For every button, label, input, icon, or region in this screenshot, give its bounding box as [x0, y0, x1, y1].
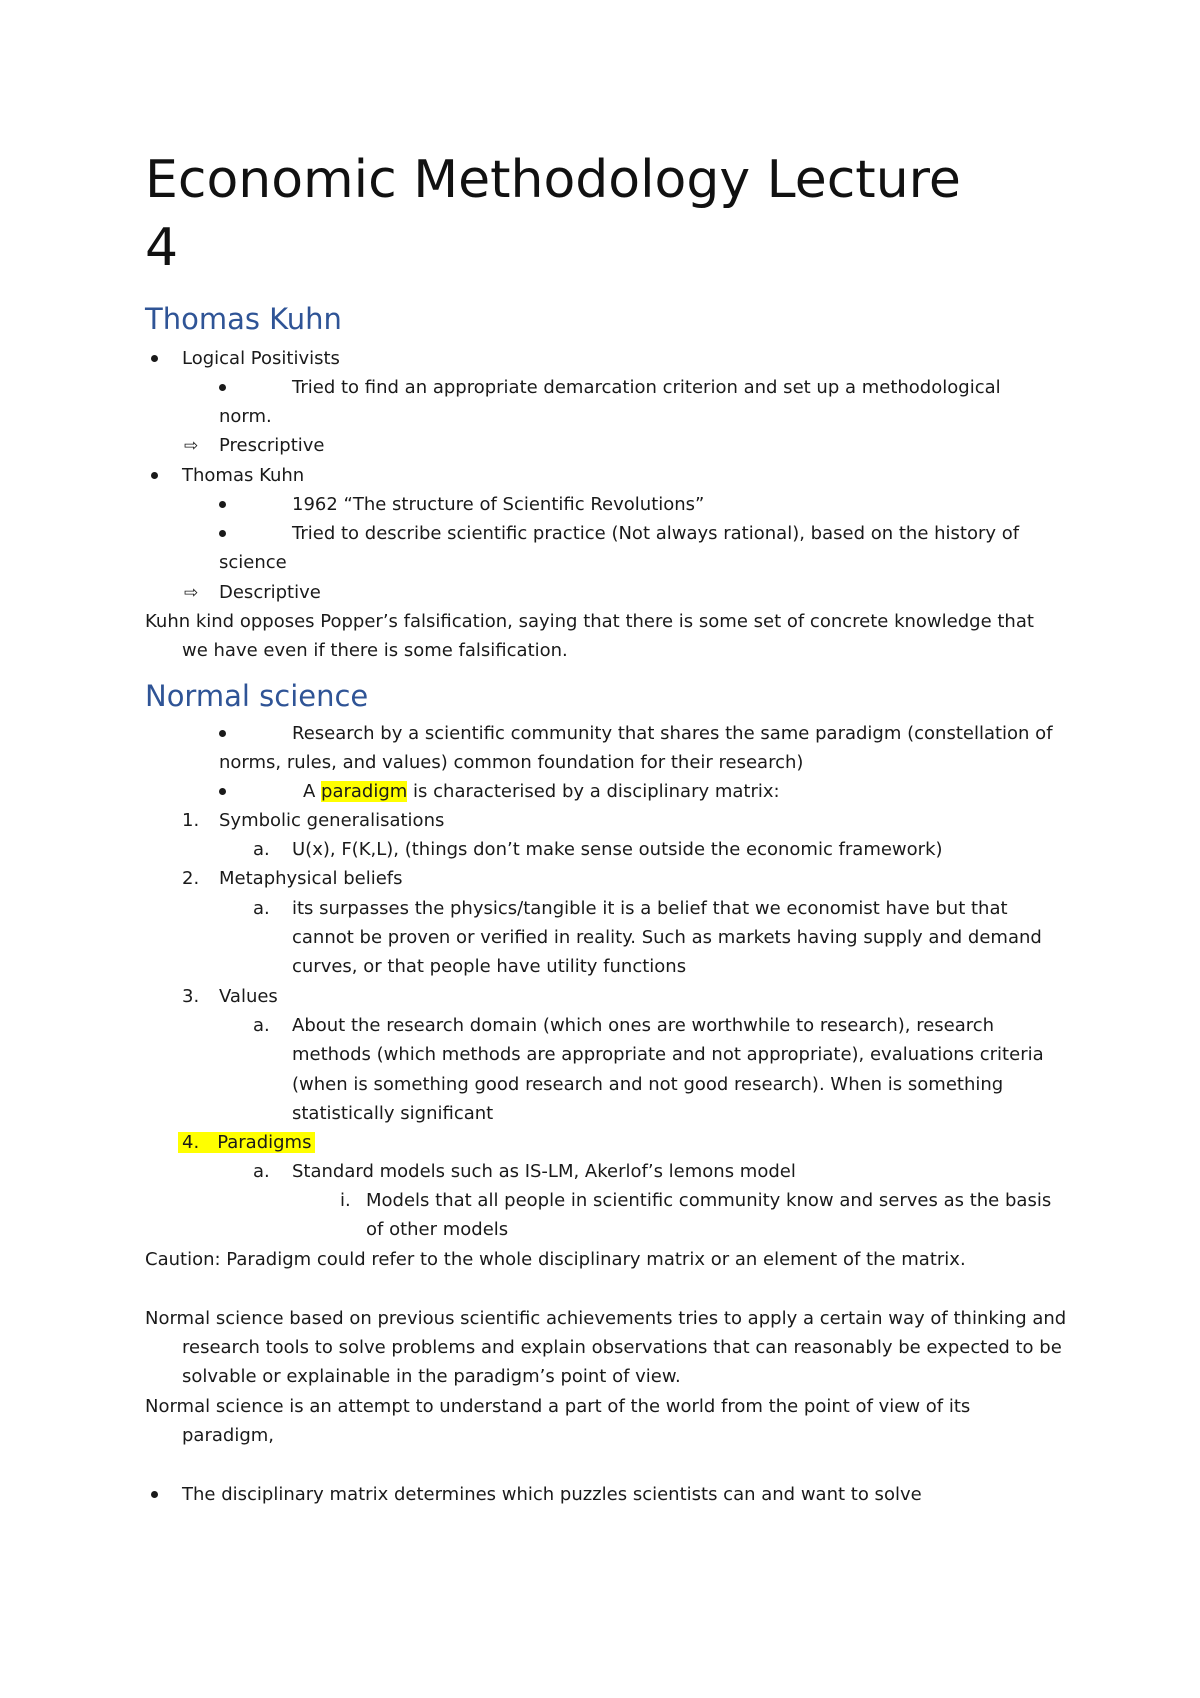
list-item-values-a-cont3: statistically significant — [292, 1103, 494, 1124]
bullet-icon — [219, 384, 226, 391]
list-number: 3. — [182, 986, 200, 1007]
list-item-paradigms-a-i: Models that all people in scientific community know and serves as the basis — [366, 1190, 1052, 1211]
paragraph-normal-science-1-cont1: research tools to solve problems and explain observations that can reasonably be expected to be — [182, 1337, 1062, 1358]
list-item-paradigms-a-i-cont: of other models — [366, 1219, 509, 1240]
paradigm-def-pre: A — [303, 781, 322, 802]
list-roman: i. — [340, 1190, 351, 1211]
list-letter: a. — [253, 1015, 270, 1036]
list-item-prescriptive: Prescriptive — [219, 435, 325, 456]
list-letter: a. — [253, 1161, 270, 1182]
paragraph-normal-science-2: Normal science is an attempt to understand a part of the world from the point of view of its — [145, 1396, 971, 1417]
list-item-logical-positivists: Logical Positivists — [182, 348, 340, 369]
list-item-tk-sub1: 1962 “The structure of Scientific Revolutions” — [292, 494, 705, 515]
paragraph-normal-science-1: Normal science based on previous scientific achievements tries to apply a certain way of thinking and — [145, 1308, 1067, 1329]
list-item-metaphysical-a-cont1: cannot be proven or verified in reality. Such as markets having supply and demand — [292, 927, 1042, 948]
list-item-descriptive: Descriptive — [219, 582, 321, 603]
list-number: 2. — [182, 868, 200, 889]
paragraph-normal-science-2-cont: paradigm, — [182, 1425, 274, 1446]
list-letter: a. — [253, 839, 270, 860]
paradigm-def-post: is characterised by a disciplinary matrix: — [407, 781, 780, 802]
list-item-tk-sub2: Tried to describe scientific practice (Not always rational), based on the history of — [292, 523, 1020, 544]
paragraph-caution: Caution: Paradigm could refer to the whole disciplinary matrix or an element of the matrix. — [145, 1249, 966, 1270]
list-item-symbolic-a: U(x), F(K,L), (things don’t make sense outside the economic framework) — [292, 839, 943, 860]
list-item-tk-sub2-cont: science — [219, 552, 287, 573]
list-item-values-a-cont1: methods (which methods are appropriate and not appropriate), evaluations criteria — [292, 1044, 1044, 1065]
heading-thomas-kuhn: Thomas Kuhn — [145, 302, 342, 336]
list-item-lp-sub1-cont: norm. — [219, 406, 272, 427]
bullet-icon — [219, 788, 226, 795]
heading-normal-science: Normal science — [145, 679, 369, 713]
list-item-paradigms-a: Standard models such as IS-LM, Akerlof’s lemons model — [292, 1161, 796, 1182]
paragraph-popper: Kuhn kind opposes Popper’s falsification, saying that there is some set of concrete knowledge that — [145, 611, 1034, 632]
list-item-disciplinary-matrix: The disciplinary matrix determines which puzzles scientists can and want to solve — [182, 1484, 922, 1505]
paragraph-popper-cont: we have even if there is some falsification. — [182, 640, 568, 661]
paragraph-normal-science-1-cont2: solvable or explainable in the paradigm’s point of view. — [182, 1366, 681, 1387]
list-item-values-a-cont2: (when is something good research and not good research). When is something — [292, 1074, 1004, 1095]
list-number: 1. — [182, 810, 200, 831]
doc-title-line2: 4 — [145, 218, 179, 278]
list-item-values-a: About the research domain (which ones are worthwhile to research), research — [292, 1015, 995, 1036]
bullet-icon — [151, 355, 158, 362]
arrow-right-icon: ⇨ — [184, 583, 199, 603]
highlight-paradigm: paradigm — [321, 781, 408, 802]
bullet-icon — [151, 472, 158, 479]
bullet-icon — [151, 1491, 158, 1498]
list-item-metaphysical-a-cont2: curves, or that people have utility functions — [292, 956, 687, 977]
list-item-research: Research by a scientific community that shares the same paradigm (constellation of — [292, 723, 1053, 744]
list-item-lp-sub1: Tried to find an appropriate demarcation criterion and set up a methodological — [292, 377, 1001, 398]
list-item-metaphysical: Metaphysical beliefs — [219, 868, 403, 889]
bullet-icon — [219, 501, 226, 508]
doc-title-line1: Economic Methodology Lecture — [145, 150, 961, 210]
list-item-symbolic: Symbolic generalisations — [219, 810, 445, 831]
list-item-paradigms — [178, 1132, 315, 1154]
list-letter: a. — [253, 898, 270, 919]
list-item-research-cont: norms, rules, and values) common foundation for their research) — [219, 752, 804, 773]
list-item-values: Values — [219, 986, 278, 1007]
bullet-icon — [219, 730, 226, 737]
list-item-metaphysical-a: its surpasses the physics/tangible it is a belief that we economist have but that — [292, 898, 1008, 919]
arrow-right-icon: ⇨ — [184, 436, 199, 456]
list-item-thomas-kuhn: Thomas Kuhn — [182, 465, 305, 486]
highlight-paradigms-num: 4. — [178, 1132, 203, 1153]
list-item-paradigm-def — [303, 781, 780, 803]
highlight-paradigms-label: Paradigms — [203, 1132, 315, 1153]
bullet-icon — [219, 530, 226, 537]
